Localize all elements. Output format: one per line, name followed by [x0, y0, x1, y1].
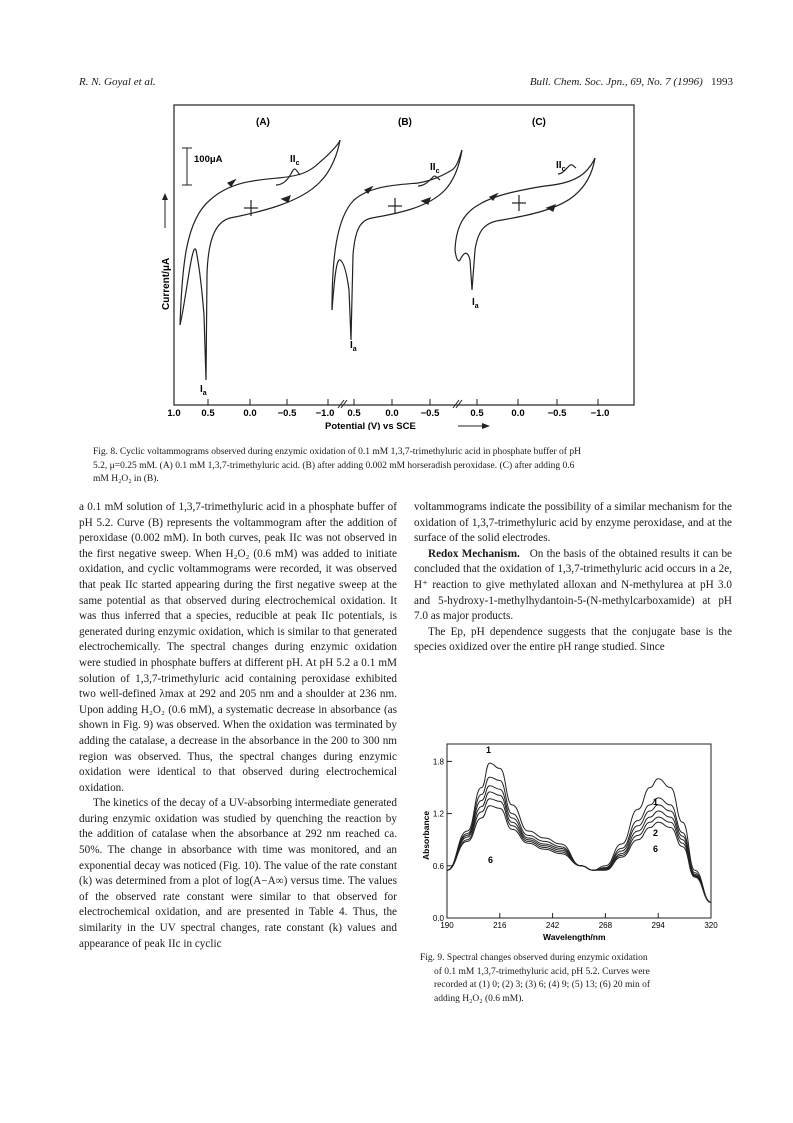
caption8-line3: mM H₂O₂ in (B).: [93, 474, 159, 484]
peak-ia-label-c: $I_a$: [472, 297, 479, 310]
fig8-tick-0.0: 0.0: [243, 408, 257, 419]
voltammogram-c: [455, 158, 595, 290]
fig9-ylabel: Absorbance: [421, 810, 431, 860]
panel-label-c: (C): [532, 117, 546, 128]
fig9-xlabel: Wavelength/nm: [543, 932, 606, 942]
fig9-ytick-label: 0.6: [432, 861, 444, 871]
fig8-xlabel-arrowhead: [482, 423, 490, 429]
right-paragraph-2: [414, 547, 732, 625]
journal-name: Bull. Chem. Soc. Jpn.,: [529, 76, 631, 88]
fig8-y-axis: [161, 193, 172, 310]
fig9-y-ticks: [433, 757, 452, 923]
section-heading: Redox Mechanism.: [428, 547, 520, 560]
fig8-xlabel: Potential (V) vs SCE: [325, 421, 416, 430]
caption8-line2: 5.2, μ=0.25 mM. (A) 0.1 mM 1,3,7-trimethyluric acid. (B) after adding 0.002 mM horseradish peroxidase. (C) after adding 0.6: [93, 460, 575, 471]
running-header-journal: [530, 76, 733, 88]
fig9-ytick-label: 1.2: [432, 809, 444, 819]
fig8-tick-b-neg0.5: −0.5: [420, 408, 440, 419]
fig8-tick-1.0: 1.0: [167, 408, 181, 419]
spectrum-curve-6: [447, 806, 711, 903]
fig9-curves: [447, 763, 711, 902]
left-paragraph-1: a 0.1 mM solution of 1,3,7-trimethyluric acid in a phosphate buffer of pH 5.2. Curve (B) represents the voltammogram after the addition of peroxidase (0.002 mM). In both curves, peak IIc was not observed in the first negative sweep. When H₂O₂ (0.6 mM) was added to initiate oxidation, and cyclic voltammograms were recorded, it was observed that peak IIc started appearing during the first negative sweep at the same potential as that observed during electrochemical oxidation. It was thus inferred that a species, reducible at peak IIc potentials, is generated during enzymic oxidation, which is similar to that generated electrochemically. The spectral changes during enzymic oxidation were studied in phosphate buffers at different pH. At pH 5.2 a 0.1 mM solution of 1,3,7-trimethyluric acid containing peroxidase exhibited two well-defined λmax at 292 and 205 nm and a shoulder at 236 nm. Upon adding H₂O₂ (0.6 mM), a systematic decrease in absorbance (as shown in Fig. 9) was observed. When the oxidation was terminated by adding the catalase, a decrease in the absorbance in the 200 to 300 nm region was observed. Thus, the spectral changes during enzymic oxidation were identical to that observed during electrochemical oxidation.: [79, 501, 397, 794]
voltammogram-a: [180, 140, 340, 380]
fig9-xtick-label: 294: [651, 921, 665, 930]
fig9-ytick-label: 0.0: [432, 914, 444, 923]
figure-9-caption: [420, 952, 730, 1006]
peak-iic-label-b: $II_c$: [430, 162, 440, 175]
panel-label-b: (B): [398, 117, 412, 128]
caption9-line4: adding H₂O₂ (0.6 mM).: [434, 993, 524, 1004]
fig8-tick-0.5: 0.5: [201, 408, 215, 419]
fig9-xtick-label: 268: [598, 921, 613, 930]
right-paragraph-2-text: On the basis of the obtained results it can be concluded that the oxidation of 1,3,7-trimethyluric acid occurs in a 2e, H⁺ reaction to give methylated alloxan and N-methylurea at pH 3.0 and 5-hydroxy-1-methylhydantoin-5-(N-methylcarboxamide) at pH 7.0 as major products.: [414, 547, 733, 623]
fig8-tick-b-0.0: 0.0: [385, 408, 399, 419]
fig9-xtick-label: 190: [440, 921, 454, 930]
fig9-curve-label-1-right: 1: [653, 797, 659, 807]
fig9-ytick-label: 1.8: [432, 757, 444, 767]
fig9-xtick-label: 242: [545, 921, 560, 930]
fig8-tick-c-0.5: 0.5: [470, 408, 484, 419]
spectrum-curve-1: [447, 763, 711, 902]
voltammogram-b: [332, 150, 462, 340]
fig8-tick-c-0.0: 0.0: [511, 408, 525, 419]
right-paragraph-1: voltammograms indicate the possibility of a similar mechanism for the oxidation of 1,3,7-trimethyluric acid by enzyme peroxidase, and at the surface of the solid electrodes.: [414, 501, 732, 545]
fig8-ylabel: Current/μA: [161, 257, 172, 310]
scale-bar-label: 100μA: [194, 154, 223, 165]
fig9-curve-label-2-right: 2: [653, 828, 659, 838]
fig9-curve-label-1-left: 1: [486, 745, 492, 755]
fig8-x-axis: [174, 399, 598, 408]
panel-label-a: (A): [256, 117, 270, 128]
caption9-line3: recorded at (1) 0; (2) 3; (3) 6; (4) 9; (5) 13; (6) 20 min of: [434, 980, 651, 990]
fig9-curve-label-6-right: 6: [653, 844, 659, 854]
fig8-frame: [174, 105, 634, 405]
peak-ia-label-a: $I_a$: [200, 384, 207, 397]
right-paragraph-3: The Ep, pH dependence suggests that the conjugate base is the species oxidized over the entire pH range studied. Since: [414, 625, 732, 654]
right-column: [414, 500, 732, 656]
figure-9-spectra: [413, 740, 733, 945]
fig8-tick-c-neg1.0: −1.0: [590, 408, 610, 419]
peak-iic-label-a: $II_c$: [290, 154, 300, 167]
fig8-tick-c-neg0.5: −0.5: [547, 408, 567, 419]
caption9-line1: Fig. 9. Spectral changes observed during enzymic oxidation: [420, 953, 648, 963]
fig8-tick-neg1.0: −1.0: [315, 408, 335, 419]
peak-ia-label-b: $I_a$: [350, 340, 357, 353]
figure-8-voltammograms: [160, 100, 640, 430]
peak-iic-label-c: $II_c$: [556, 160, 566, 173]
caption8-line1: Fig. 8. Cyclic voltammograms observed during enzymic oxidation of 0.1 mM 1,3,7-trimethyluric acid in phosphate buffer of pH: [93, 447, 581, 457]
caption9-line2: of 0.1 mM 1,3,7-trimethyluric acid, pH 5.2. Curves were: [434, 966, 650, 977]
fig9-xtick-label: 320: [704, 921, 718, 930]
spectrum-curve-5: [447, 799, 711, 903]
fig8-tick-neg0.5: −0.5: [277, 408, 297, 419]
page-number: 1993: [711, 76, 733, 88]
running-header-authors: R. N. Goyal et al.: [79, 76, 156, 88]
journal-volume: 69, No. 7 (1996): [630, 76, 703, 88]
fig9-xtick-label: 216: [493, 921, 507, 930]
fig9-x-ticks: [440, 913, 718, 930]
left-paragraph-2: The kinetics of the decay of a UV-absorbing intermediate generated during enzymic oxidation was studied by quenching the reaction by the addition of catalase when the absorbance at 292 nm reached ca. 50%. The change in absorbance with time was monitored, and an exponential decay was noticed (Fig. 10). The value of the rate constant (k) was determined from a plot of log(A−A∞) versus time. The values of the observed rate constant were similar to that observed for electrochemical oxidation, and are presented in Table 4. Thus, the similarity in the UV spectral changes, rate constant (k) values and appearance of peak IIc in cyclic: [79, 797, 397, 950]
figure-8-caption: [79, 446, 719, 487]
fig8-tick-b-0.5: 0.5: [347, 408, 361, 419]
left-column: [79, 500, 397, 952]
current-scale-bar: [182, 148, 223, 185]
fig9-curve-label-6-left: 6: [488, 855, 494, 865]
